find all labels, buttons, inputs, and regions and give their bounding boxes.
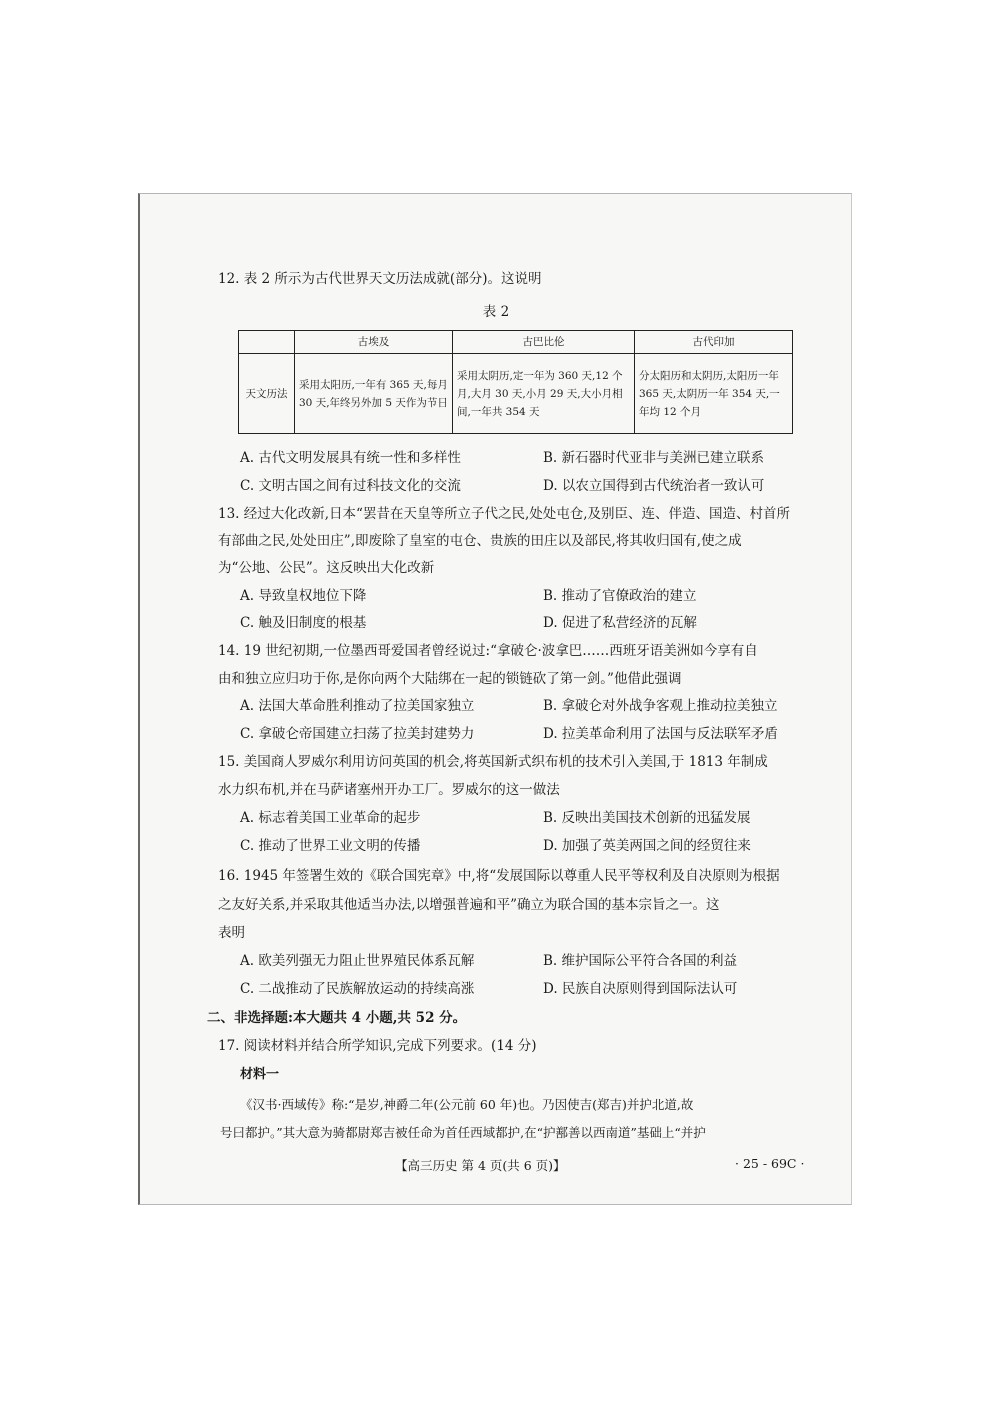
q16-option-d: D. 民族自决原则得到国际法认可	[543, 981, 738, 997]
table-row-label: 天文历法	[239, 354, 295, 434]
q15-option-d: D. 加强了英美两国之间的经贸往来	[543, 838, 751, 854]
page-footer: 【高三历史 第 4 页(共 6 页)】	[395, 1158, 566, 1173]
q17-stem: 17. 阅读材料并结合所学知识,完成下列要求。(14 分)	[218, 1038, 537, 1054]
q14-option-d: D. 拉美革命利用了法国与反法联军矛盾	[543, 726, 778, 742]
material-title: 材料一	[240, 1067, 280, 1082]
q12-stem: 12. 表 2 所示为古代世界天文历法成就(部分)。这说明	[218, 271, 542, 287]
q15-option-a: A. 标志着美国工业革命的起步	[240, 810, 421, 826]
table-header-cell: 古巴比伦	[453, 331, 635, 354]
q16-line: 之友好关系,并采取其他适当办法,以增强普遍和平”确立为联合国的基本宗旨之一。这	[218, 897, 720, 913]
q15-line: 水力织布机,并在马萨诸塞州开办工厂。罗威尔的这一做法	[218, 782, 560, 798]
q12-option-a: A. 古代文明发展具有统一性和多样性	[240, 450, 461, 466]
table-header-row	[239, 331, 793, 354]
q12-option-b: B. 新石器时代亚非与美洲已建立联系	[543, 450, 765, 466]
q15-line: 15. 美国商人罗威尔利用访问英国的机会,将英国新式织布机的技术引入美国,于 1813 年制成	[218, 754, 768, 770]
q13-option-a: A. 导致皇权地位下降	[240, 588, 367, 604]
q14-line: 由和独立应归功于你,是你向两个大陆绑在一起的锁链砍了第一剑。”他借此强调	[218, 671, 682, 687]
astronomy-table	[238, 330, 793, 434]
q14-option-c: C. 拿破仑帝国建立扫荡了拉美封建势力	[240, 726, 475, 742]
material-line: 《汉书·西域传》称:“是岁,神爵二年(公元前 60 年)也。乃因使吉(郑吉)并护北道,故	[240, 1097, 694, 1112]
table-cell: 采用太阴历,定一年为 360 天,12 个月,大月 30 天,小月 29 天,大小月相间,一年共 354 天	[453, 354, 635, 434]
table-row	[239, 354, 793, 434]
q13-option-d: D. 促进了私营经济的瓦解	[543, 615, 697, 631]
table-cell: 分太阳历和太阴历,太阳历一年 365 天,太阴历一年 354 天,一年均 12 个月	[635, 354, 793, 434]
q14-option-b: B. 拿破仑对外战争客观上推动拉美独立	[543, 698, 778, 714]
q15-option-b: B. 反映出美国技术创新的迅猛发展	[543, 810, 751, 826]
table-cell: 采用太阳历,一年有 365 天,每月 30 天,年终另外加 5 天作为节日	[295, 354, 453, 434]
table-header-cell	[239, 331, 295, 354]
q16-option-c: C. 二战推动了民族解放运动的持续高涨	[240, 981, 475, 997]
q13-line: 有部曲之民,处处田庄”,即废除了皇室的屯仓、贵族的田庄以及部民,将其收归国有,使之成	[218, 533, 742, 549]
q13-line: 13. 经过大化改新,日本“罢昔在天皇等所立子代之民,处处屯仓,及别臣、连、伴造、国造、村首所	[218, 506, 791, 522]
q14-line: 14. 19 世纪初期,一位墨西哥爱国者曾经说过:“拿破仑·波拿巴……西班牙语美洲如今享有自	[218, 643, 758, 659]
q16-option-a: A. 欧美列强无力阻止世界殖民体系瓦解	[240, 953, 475, 969]
material-line: 号曰都护。”其大意为骑都尉郑吉被任命为首任西域都护,在“护鄯善以西南道”基础上“并护	[220, 1125, 706, 1140]
table-header-cell: 古埃及	[295, 331, 453, 354]
q16-option-b: B. 维护国际公平符合各国的利益	[543, 953, 738, 969]
q13-option-b: B. 推动了官僚政治的建立	[543, 588, 697, 604]
q12-option-c: C. 文明古国之间有过科技文化的交流	[240, 478, 461, 494]
table-caption: 表 2	[482, 304, 510, 320]
q15-option-c: C. 推动了世界工业文明的传播	[240, 838, 421, 854]
q14-option-a: A. 法国大革命胜利推动了拉美国家独立	[240, 698, 475, 714]
q13-option-c: C. 触及旧制度的根基	[240, 615, 367, 631]
q16-line: 16. 1945 年签署生效的《联合国宪章》中,将“发展国际以尊重人民平等权利及自决原则为根据	[218, 868, 780, 884]
exam-code: · 25 - 69C ·	[735, 1156, 805, 1171]
q13-line: 为“公地、公民”。这反映出大化改新	[218, 560, 435, 576]
q12-option-d: D. 以农立国得到古代统治者一致认可	[543, 478, 765, 494]
q16-line: 表明	[218, 925, 245, 941]
table-header-cell: 古代印加	[635, 331, 793, 354]
section-heading: 二、非选择题:本大题共 4 小题,共 52 分。	[207, 1010, 467, 1026]
